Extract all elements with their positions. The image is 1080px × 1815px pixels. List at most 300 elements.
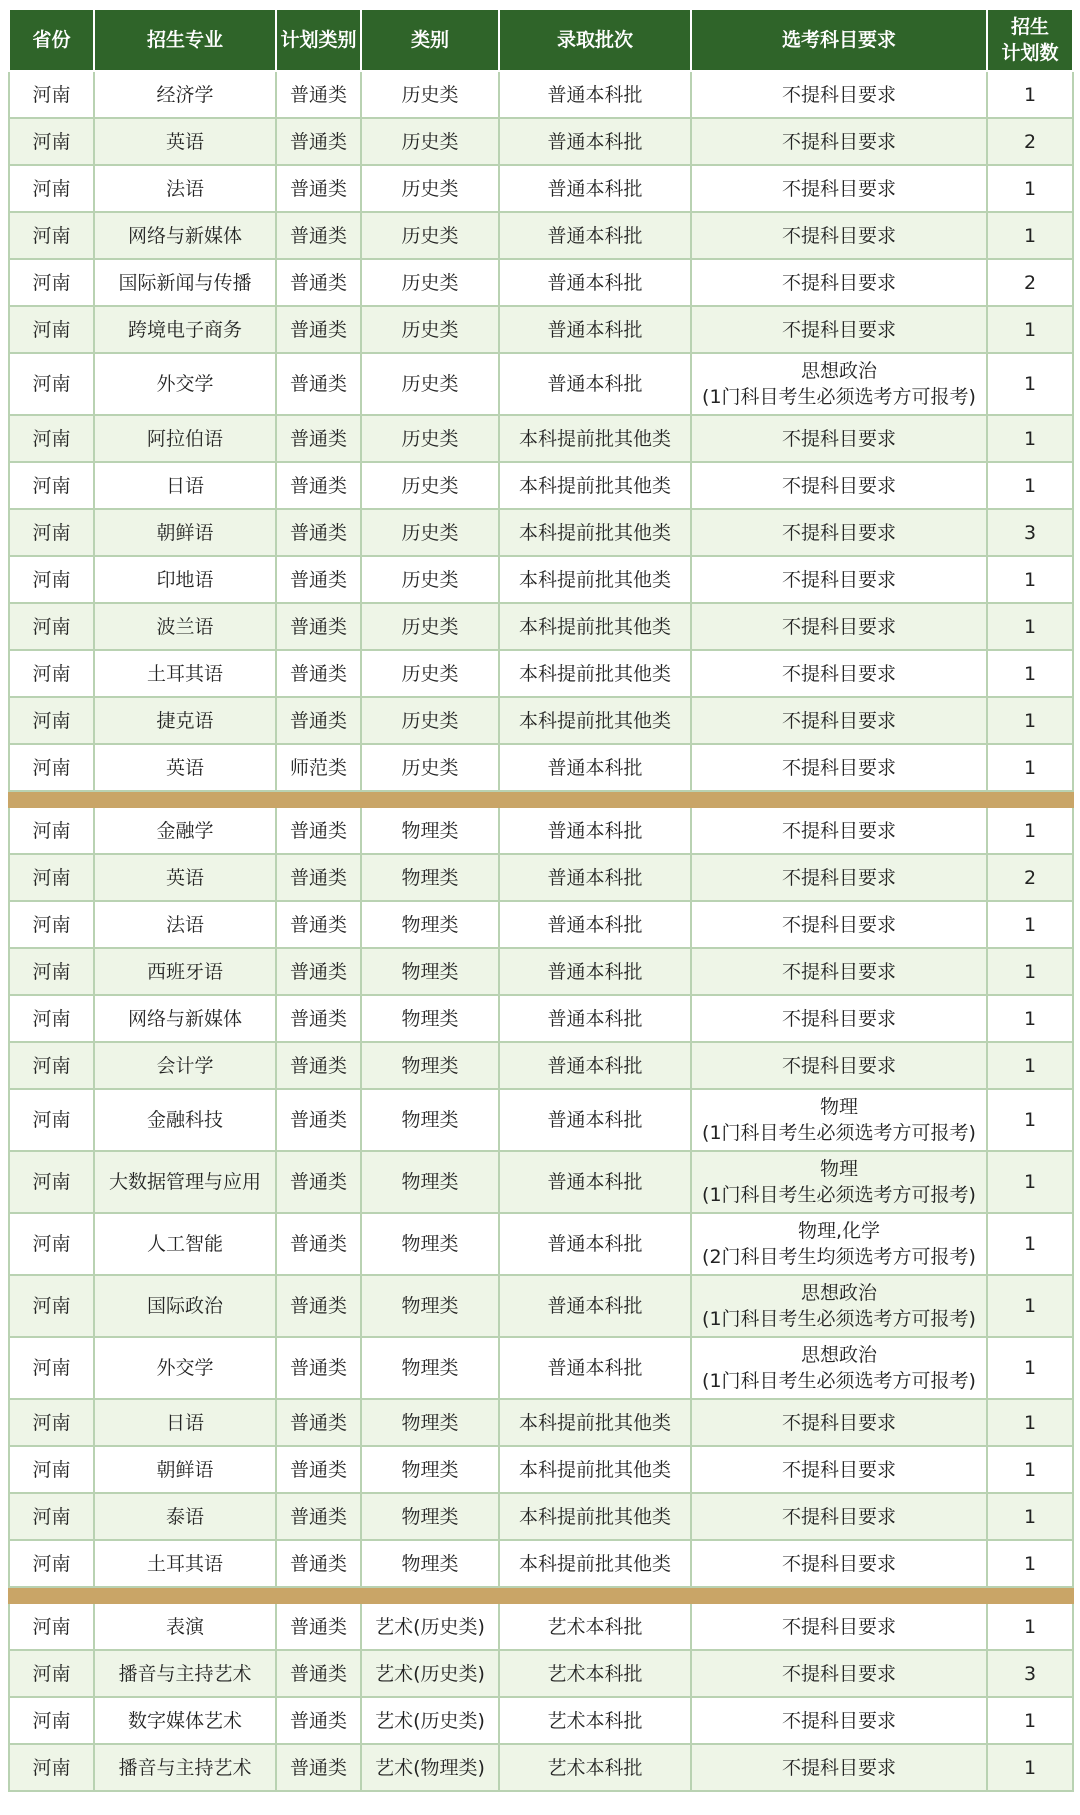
cell-subject-requirement [691, 71, 987, 118]
cell-major: 金融科技 [94, 1089, 276, 1151]
subject-requirement-line: 不提科目要求 [781, 427, 896, 450]
subject-requirement-line: 不提科目要求 [781, 521, 896, 544]
subject-requirement-line: 不提科目要求 [781, 1615, 896, 1638]
cell-category: 物理类 [361, 948, 499, 995]
cell-category: 物理类 [361, 1089, 499, 1151]
subject-requirement-line: 不提科目要求 [781, 1709, 896, 1732]
subject-requirement-line: 思想政治 [800, 360, 877, 382]
cell-plan-type: 普通类 [276, 1603, 361, 1650]
cell-subject-requirement [691, 353, 987, 415]
subject-requirement-line: 不提科目要求 [781, 1007, 896, 1030]
cell-plan-type: 普通类 [276, 1151, 361, 1213]
table-row [9, 353, 1073, 415]
cell-province: 河南 [9, 603, 94, 650]
table-row [9, 1399, 1073, 1446]
cell-plan-type: 普通类 [276, 1493, 361, 1540]
cell-batch: 本科提前批其他类 [499, 697, 691, 744]
subject-requirement-line: 不提科目要求 [781, 568, 896, 591]
cell-province: 河南 [9, 1337, 94, 1399]
table-row [9, 462, 1073, 509]
cell-plan-count: 1 [987, 948, 1073, 995]
cell-subject-requirement [691, 1603, 987, 1650]
cell-plan-count: 2 [987, 259, 1073, 306]
cell-province: 河南 [9, 1042, 94, 1089]
table-row [9, 259, 1073, 306]
subject-requirement-line: 不提科目要求 [781, 1458, 896, 1481]
table-row [9, 1446, 1073, 1493]
cell-province: 河南 [9, 1399, 94, 1446]
cell-province: 河南 [9, 556, 94, 603]
cell-batch: 普通本科批 [499, 1151, 691, 1213]
cell-plan-count: 3 [987, 1650, 1073, 1697]
cell-plan-type: 普通类 [276, 259, 361, 306]
cell-province: 河南 [9, 1650, 94, 1697]
cell-plan-count: 1 [987, 306, 1073, 353]
cell-province: 河南 [9, 650, 94, 697]
cell-subject-requirement [691, 259, 987, 306]
cell-subject-requirement [691, 1213, 987, 1275]
cell-category: 物理类 [361, 1337, 499, 1399]
cell-plan-type: 普通类 [276, 1337, 361, 1399]
subject-requirement-line: 不提科目要求 [781, 177, 896, 200]
subject-requirement-line: 不提科目要求 [781, 1662, 896, 1685]
cell-plan-count: 1 [987, 650, 1073, 697]
cell-major: 英语 [94, 854, 276, 901]
cell-category: 历史类 [361, 259, 499, 306]
cell-province: 河南 [9, 1744, 94, 1791]
subject-requirement-line: (1门科目考生必须选考方可报考) [702, 1308, 976, 1330]
cell-major: 播音与主持艺术 [94, 1744, 276, 1791]
cell-category: 历史类 [361, 509, 499, 556]
cell-category: 物理类 [361, 901, 499, 948]
cell-subject-requirement [691, 1151, 987, 1213]
cell-province: 河南 [9, 509, 94, 556]
cell-major: 法语 [94, 165, 276, 212]
subject-requirement-line: 不提科目要求 [781, 130, 896, 153]
cell-major: 日语 [94, 462, 276, 509]
table-row [9, 1540, 1073, 1587]
cell-plan-type: 普通类 [276, 650, 361, 697]
subject-requirement-line: 不提科目要求 [781, 662, 896, 685]
cell-subject-requirement [691, 1089, 987, 1151]
table-row [9, 165, 1073, 212]
header-category: 类别 [361, 9, 499, 71]
cell-province: 河南 [9, 118, 94, 165]
cell-subject-requirement [691, 1399, 987, 1446]
table-row [9, 212, 1073, 259]
cell-subject-requirement [691, 415, 987, 462]
cell-category: 历史类 [361, 415, 499, 462]
cell-category: 历史类 [361, 118, 499, 165]
cell-plan-count: 3 [987, 509, 1073, 556]
section-divider [9, 1587, 1073, 1603]
cell-province: 河南 [9, 306, 94, 353]
table-row [9, 650, 1073, 697]
table-row [9, 1337, 1073, 1399]
cell-subject-requirement [691, 556, 987, 603]
cell-batch: 普通本科批 [499, 353, 691, 415]
header-major: 招生专业 [94, 9, 276, 71]
table-row [9, 901, 1073, 948]
cell-plan-type: 普通类 [276, 901, 361, 948]
cell-category: 历史类 [361, 165, 499, 212]
header-row [9, 9, 1073, 71]
cell-plan-type: 普通类 [276, 1744, 361, 1791]
cell-category: 历史类 [361, 556, 499, 603]
cell-plan-type: 普通类 [276, 1089, 361, 1151]
cell-major: 印地语 [94, 556, 276, 603]
table-body [9, 71, 1073, 1791]
cell-plan-type: 普通类 [276, 1540, 361, 1587]
cell-plan-type: 普通类 [276, 462, 361, 509]
cell-plan-type: 普通类 [276, 556, 361, 603]
cell-major: 国际政治 [94, 1275, 276, 1337]
cell-subject-requirement [691, 697, 987, 744]
subject-requirement-line: (1门科目考生必须选考方可报考) [702, 386, 976, 408]
cell-plan-type: 普通类 [276, 71, 361, 118]
cell-plan-type: 普通类 [276, 306, 361, 353]
subject-requirement-line: 不提科目要求 [781, 1552, 896, 1575]
cell-category: 艺术(物理类) [361, 1744, 499, 1791]
cell-category: 物理类 [361, 995, 499, 1042]
cell-category: 艺术(历史类) [361, 1603, 499, 1650]
cell-major: 英语 [94, 118, 276, 165]
header-batch: 录取批次 [499, 9, 691, 71]
cell-batch: 普通本科批 [499, 118, 691, 165]
subject-requirement-line: 物理 [819, 1158, 858, 1180]
cell-subject-requirement [691, 1744, 987, 1791]
table-row [9, 948, 1073, 995]
subject-requirement-line: 物理,化学 [797, 1220, 881, 1242]
cell-batch: 本科提前批其他类 [499, 650, 691, 697]
cell-major: 数字媒体艺术 [94, 1697, 276, 1744]
table-row [9, 1275, 1073, 1337]
header-plan-count-line2: 计划数 [1001, 42, 1059, 64]
cell-batch: 艺术本科批 [499, 1650, 691, 1697]
cell-plan-type: 普通类 [276, 1446, 361, 1493]
cell-plan-type: 普通类 [276, 118, 361, 165]
subject-requirement-line: 不提科目要求 [781, 913, 896, 936]
cell-subject-requirement [691, 744, 987, 791]
cell-subject-requirement [691, 1275, 987, 1337]
cell-plan-type: 普通类 [276, 603, 361, 650]
cell-category: 物理类 [361, 1151, 499, 1213]
cell-batch: 普通本科批 [499, 1337, 691, 1399]
cell-province: 河南 [9, 744, 94, 791]
cell-batch: 本科提前批其他类 [499, 462, 691, 509]
cell-subject-requirement [691, 1446, 987, 1493]
cell-batch: 普通本科批 [499, 807, 691, 854]
cell-plan-count: 1 [987, 1275, 1073, 1337]
cell-subject-requirement [691, 1697, 987, 1744]
subject-requirement-line: 不提科目要求 [781, 271, 896, 294]
table-row [9, 697, 1073, 744]
cell-major: 朝鲜语 [94, 509, 276, 556]
cell-plan-count: 1 [987, 995, 1073, 1042]
cell-province: 河南 [9, 1275, 94, 1337]
cell-batch: 普通本科批 [499, 948, 691, 995]
cell-category: 历史类 [361, 212, 499, 259]
cell-plan-type: 普通类 [276, 854, 361, 901]
cell-plan-count: 2 [987, 854, 1073, 901]
cell-category: 历史类 [361, 71, 499, 118]
cell-plan-count: 1 [987, 697, 1073, 744]
cell-subject-requirement [691, 650, 987, 697]
cell-major: 人工智能 [94, 1213, 276, 1275]
cell-subject-requirement [691, 462, 987, 509]
subject-requirement-line: 不提科目要求 [781, 615, 896, 638]
cell-plan-count: 1 [987, 744, 1073, 791]
subject-requirement-line: 不提科目要求 [781, 1054, 896, 1077]
enrollment-plan-table-wrapper [8, 8, 1072, 1792]
table-row [9, 556, 1073, 603]
cell-plan-type: 普通类 [276, 1399, 361, 1446]
cell-major: 阿拉伯语 [94, 415, 276, 462]
section-divider-bar [9, 1587, 1073, 1603]
cell-province: 河南 [9, 948, 94, 995]
cell-province: 河南 [9, 1697, 94, 1744]
cell-province: 河南 [9, 1446, 94, 1493]
cell-major: 捷克语 [94, 697, 276, 744]
cell-category: 物理类 [361, 1213, 499, 1275]
cell-province: 河南 [9, 1089, 94, 1151]
cell-major: 泰语 [94, 1493, 276, 1540]
table-row [9, 118, 1073, 165]
cell-subject-requirement [691, 854, 987, 901]
cell-batch: 普通本科批 [499, 1042, 691, 1089]
header-province: 省份 [9, 9, 94, 71]
cell-plan-type: 普通类 [276, 1650, 361, 1697]
cell-batch: 普通本科批 [499, 212, 691, 259]
cell-major: 日语 [94, 1399, 276, 1446]
table-row [9, 1744, 1073, 1791]
cell-province: 河南 [9, 462, 94, 509]
table-row [9, 1151, 1073, 1213]
subject-requirement-line: 不提科目要求 [781, 819, 896, 842]
cell-plan-count: 1 [987, 1399, 1073, 1446]
cell-plan-count: 1 [987, 1337, 1073, 1399]
subject-requirement-line: (2门科目考生均须选考方可报考) [702, 1246, 976, 1268]
cell-major: 外交学 [94, 1337, 276, 1399]
subject-requirement-line: 思想政治 [800, 1344, 877, 1366]
cell-batch: 普通本科批 [499, 995, 691, 1042]
table-header [9, 9, 1073, 71]
cell-batch: 普通本科批 [499, 1213, 691, 1275]
cell-subject-requirement [691, 603, 987, 650]
cell-plan-count: 1 [987, 556, 1073, 603]
table-row [9, 1650, 1073, 1697]
cell-plan-count: 1 [987, 1446, 1073, 1493]
subject-requirement-line: 不提科目要求 [781, 960, 896, 983]
cell-category: 艺术(历史类) [361, 1650, 499, 1697]
cell-category: 物理类 [361, 1540, 499, 1587]
cell-major: 土耳其语 [94, 650, 276, 697]
header-plan-count-line1: 招生 [1010, 16, 1049, 38]
cell-batch: 本科提前批其他类 [499, 415, 691, 462]
cell-batch: 普通本科批 [499, 306, 691, 353]
cell-category: 历史类 [361, 697, 499, 744]
cell-major: 波兰语 [94, 603, 276, 650]
table-row [9, 1697, 1073, 1744]
cell-batch: 本科提前批其他类 [499, 1493, 691, 1540]
cell-province: 河南 [9, 212, 94, 259]
cell-province: 河南 [9, 71, 94, 118]
cell-batch: 本科提前批其他类 [499, 1399, 691, 1446]
cell-batch: 本科提前批其他类 [499, 1446, 691, 1493]
cell-batch: 本科提前批其他类 [499, 1540, 691, 1587]
cell-major: 朝鲜语 [94, 1446, 276, 1493]
cell-plan-count: 1 [987, 901, 1073, 948]
subject-requirement-line: 不提科目要求 [781, 318, 896, 341]
cell-province: 河南 [9, 353, 94, 415]
cell-plan-type: 普通类 [276, 415, 361, 462]
cell-category: 物理类 [361, 1042, 499, 1089]
cell-major: 外交学 [94, 353, 276, 415]
cell-subject-requirement [691, 118, 987, 165]
cell-plan-count: 1 [987, 212, 1073, 259]
subject-requirement-line: 不提科目要求 [781, 1505, 896, 1528]
cell-batch: 普通本科批 [499, 165, 691, 212]
cell-major: 跨境电子商务 [94, 306, 276, 353]
cell-major: 金融学 [94, 807, 276, 854]
cell-batch: 普通本科批 [499, 71, 691, 118]
cell-batch: 普通本科批 [499, 259, 691, 306]
cell-category: 历史类 [361, 306, 499, 353]
table-row [9, 603, 1073, 650]
cell-plan-count: 1 [987, 1151, 1073, 1213]
header-plan-type: 计划类别 [276, 9, 361, 71]
table-row [9, 995, 1073, 1042]
cell-subject-requirement [691, 1337, 987, 1399]
subject-requirement-line: 不提科目要求 [781, 1411, 896, 1434]
cell-batch: 艺术本科批 [499, 1697, 691, 1744]
cell-province: 河南 [9, 807, 94, 854]
subject-requirement-line: 不提科目要求 [781, 756, 896, 779]
subject-requirement-line: 思想政治 [800, 1282, 877, 1304]
cell-major: 表演 [94, 1603, 276, 1650]
cell-subject-requirement [691, 1042, 987, 1089]
cell-major: 会计学 [94, 1042, 276, 1089]
subject-requirement-line: (1门科目考生必须选考方可报考) [702, 1370, 976, 1392]
header-subject-requirement: 选考科目要求 [691, 9, 987, 71]
cell-subject-requirement [691, 306, 987, 353]
table-row [9, 306, 1073, 353]
cell-province: 河南 [9, 901, 94, 948]
subject-requirement-line: 不提科目要求 [781, 866, 896, 889]
table-row [9, 807, 1073, 854]
cell-province: 河南 [9, 165, 94, 212]
cell-plan-count: 1 [987, 165, 1073, 212]
cell-plan-count: 1 [987, 603, 1073, 650]
cell-province: 河南 [9, 1603, 94, 1650]
cell-province: 河南 [9, 1151, 94, 1213]
cell-plan-type: 普通类 [276, 212, 361, 259]
cell-province: 河南 [9, 1540, 94, 1587]
cell-plan-type: 普通类 [276, 1275, 361, 1337]
cell-category: 物理类 [361, 1493, 499, 1540]
cell-batch: 普通本科批 [499, 854, 691, 901]
cell-category: 历史类 [361, 744, 499, 791]
cell-major: 大数据管理与应用 [94, 1151, 276, 1213]
subject-requirement-line: (1门科目考生必须选考方可报考) [702, 1184, 976, 1206]
table-row [9, 415, 1073, 462]
cell-batch: 艺术本科批 [499, 1744, 691, 1791]
cell-plan-type: 普通类 [276, 807, 361, 854]
cell-plan-count: 1 [987, 353, 1073, 415]
cell-batch: 普通本科批 [499, 901, 691, 948]
cell-plan-count: 1 [987, 1213, 1073, 1275]
cell-plan-type: 普通类 [276, 165, 361, 212]
subject-requirement-line: 不提科目要求 [781, 709, 896, 732]
cell-province: 河南 [9, 415, 94, 462]
cell-subject-requirement [691, 1650, 987, 1697]
cell-subject-requirement [691, 212, 987, 259]
cell-plan-type: 普通类 [276, 948, 361, 995]
cell-subject-requirement [691, 901, 987, 948]
table-row [9, 1042, 1073, 1089]
table-row [9, 71, 1073, 118]
cell-plan-count: 1 [987, 1697, 1073, 1744]
section-divider [9, 791, 1073, 807]
cell-plan-type: 普通类 [276, 1213, 361, 1275]
cell-plan-type: 普通类 [276, 995, 361, 1042]
table-row [9, 1603, 1073, 1650]
subject-requirement-line: 不提科目要求 [781, 474, 896, 497]
cell-subject-requirement [691, 509, 987, 556]
cell-plan-count: 1 [987, 1089, 1073, 1151]
cell-category: 历史类 [361, 603, 499, 650]
cell-plan-type: 普通类 [276, 1697, 361, 1744]
table-row [9, 854, 1073, 901]
cell-major: 英语 [94, 744, 276, 791]
section-divider-bar [9, 791, 1073, 807]
cell-subject-requirement [691, 807, 987, 854]
cell-province: 河南 [9, 854, 94, 901]
cell-province: 河南 [9, 259, 94, 306]
cell-plan-count: 1 [987, 415, 1073, 462]
cell-plan-count: 1 [987, 1042, 1073, 1089]
cell-plan-type: 普通类 [276, 697, 361, 744]
header-plan-count [987, 9, 1073, 71]
cell-major: 网络与新媒体 [94, 212, 276, 259]
table-row [9, 1089, 1073, 1151]
cell-subject-requirement [691, 948, 987, 995]
cell-category: 历史类 [361, 353, 499, 415]
cell-batch: 本科提前批其他类 [499, 509, 691, 556]
cell-plan-count: 1 [987, 1493, 1073, 1540]
cell-batch: 艺术本科批 [499, 1603, 691, 1650]
cell-province: 河南 [9, 1213, 94, 1275]
table-row [9, 1213, 1073, 1275]
cell-batch: 本科提前批其他类 [499, 556, 691, 603]
cell-major: 播音与主持艺术 [94, 1650, 276, 1697]
subject-requirement-line: 不提科目要求 [781, 1756, 896, 1779]
cell-plan-type: 普通类 [276, 1042, 361, 1089]
cell-province: 河南 [9, 1493, 94, 1540]
cell-province: 河南 [9, 995, 94, 1042]
cell-category: 物理类 [361, 1446, 499, 1493]
subject-requirement-line: (1门科目考生必须选考方可报考) [702, 1122, 976, 1144]
cell-category: 物理类 [361, 854, 499, 901]
table-row [9, 744, 1073, 791]
cell-plan-count: 1 [987, 462, 1073, 509]
cell-category: 物理类 [361, 1275, 499, 1337]
cell-category: 物理类 [361, 1399, 499, 1446]
cell-batch: 本科提前批其他类 [499, 603, 691, 650]
cell-plan-count: 2 [987, 118, 1073, 165]
cell-plan-type: 师范类 [276, 744, 361, 791]
cell-category: 历史类 [361, 462, 499, 509]
